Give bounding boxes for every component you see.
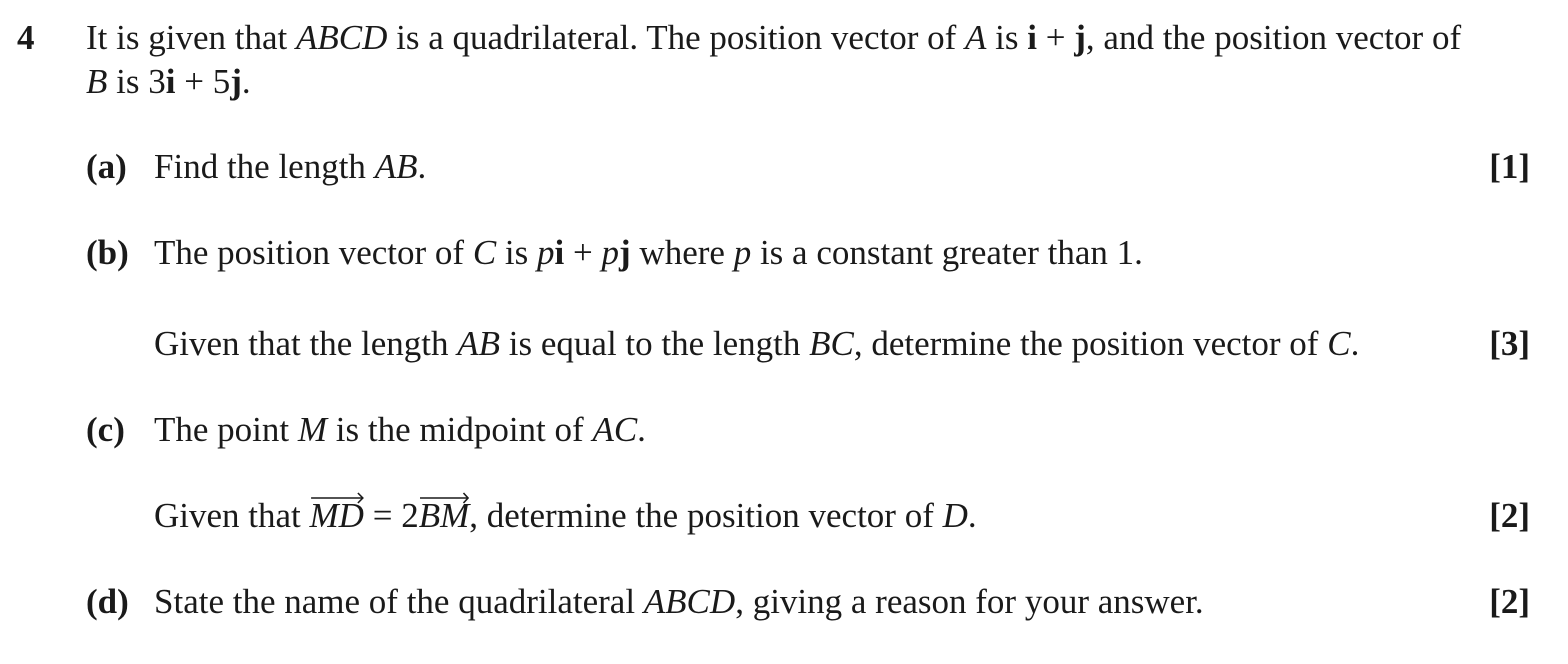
text-fragment: AC <box>592 410 638 449</box>
text-fragment: AB <box>457 324 501 363</box>
text-fragment: is the midpoint of <box>327 410 593 449</box>
text-fragment: State the name of the quadrilateral <box>154 582 644 621</box>
text-fragment: . <box>417 147 427 186</box>
text-fragment: . <box>967 496 977 535</box>
text-fragment: M <box>297 410 328 449</box>
text-fragment: + 5 <box>175 62 231 101</box>
vector-arrow-icon <box>310 492 364 504</box>
text-fragment: Given that the length <box>154 324 458 363</box>
text-fragment: D <box>942 496 968 535</box>
text-fragment: It is given that <box>86 18 296 57</box>
text-fragment: is 3 <box>107 62 166 101</box>
text-fragment: i <box>554 233 565 272</box>
question-number: 4 <box>17 18 35 57</box>
part-c-label: (c) <box>86 410 125 449</box>
text-fragment: p <box>537 233 555 272</box>
text-fragment: , and the position vector of <box>1085 18 1462 57</box>
text-fragment: B <box>86 62 108 101</box>
part-d-label: (d) <box>86 582 129 621</box>
vector-arrow-icon <box>419 492 470 504</box>
text-fragment: Given that <box>154 496 310 535</box>
text-fragment: i <box>1027 18 1037 57</box>
text-fragment: . <box>241 62 251 101</box>
part-c-text-1 <box>154 410 646 450</box>
text-fragment: + <box>564 233 602 272</box>
text-fragment: where <box>630 233 734 272</box>
part-b-label: (b) <box>86 233 129 272</box>
text-fragment: p <box>733 233 752 272</box>
text-fragment: MD <box>309 496 364 535</box>
text-fragment: The point <box>154 410 298 449</box>
text-fragment: C <box>1327 324 1351 363</box>
part-c-text-2 <box>154 496 977 536</box>
part-a-text <box>154 147 426 187</box>
text-fragment: ABCD <box>643 582 736 621</box>
text-fragment: + <box>1037 18 1075 57</box>
intro-line-2 <box>86 62 251 102</box>
text-fragment: BM <box>418 496 470 535</box>
text-fragment: is equal to the length <box>500 324 810 363</box>
text-fragment: is a quadrilateral. The position vector of <box>387 18 966 57</box>
vector-bm <box>419 496 470 536</box>
part-d-text <box>154 582 1204 622</box>
text-fragment: j <box>230 62 242 101</box>
text-fragment: ABCD <box>295 18 388 57</box>
text-fragment: C <box>472 233 497 272</box>
text-fragment: is a constant greater than 1. <box>751 233 1143 272</box>
text-fragment: j <box>1074 18 1086 57</box>
text-fragment: = 2 <box>363 496 419 535</box>
text-fragment: , determine the position vector of <box>469 496 943 535</box>
text-fragment: is <box>986 18 1028 57</box>
text-fragment: , determine the position vector of <box>853 324 1328 363</box>
part-b-text-2 <box>154 324 1359 364</box>
text-fragment: A <box>965 18 987 57</box>
part-d-marks: [2] <box>1489 582 1530 621</box>
part-a-label: (a) <box>86 147 127 186</box>
part-b-text-1 <box>154 233 1143 273</box>
part-a-marks: [1] <box>1489 147 1530 186</box>
text-fragment: i <box>165 62 176 101</box>
text-fragment: p <box>601 233 620 272</box>
text-fragment: The position vector of <box>154 233 473 272</box>
part-c-marks: [2] <box>1489 496 1530 535</box>
text-fragment: is <box>496 233 538 272</box>
text-fragment: Find the length <box>154 147 375 186</box>
text-fragment: , giving a reason for your answer. <box>735 582 1204 621</box>
vector-md <box>310 496 364 536</box>
text-fragment: . <box>637 410 646 449</box>
text-fragment: j <box>619 233 631 272</box>
intro-line-1 <box>86 18 1461 58</box>
text-fragment: BC <box>809 324 854 363</box>
text-fragment: . <box>1350 324 1360 363</box>
text-fragment: AB <box>374 147 418 186</box>
part-b-marks: [3] <box>1489 324 1530 363</box>
